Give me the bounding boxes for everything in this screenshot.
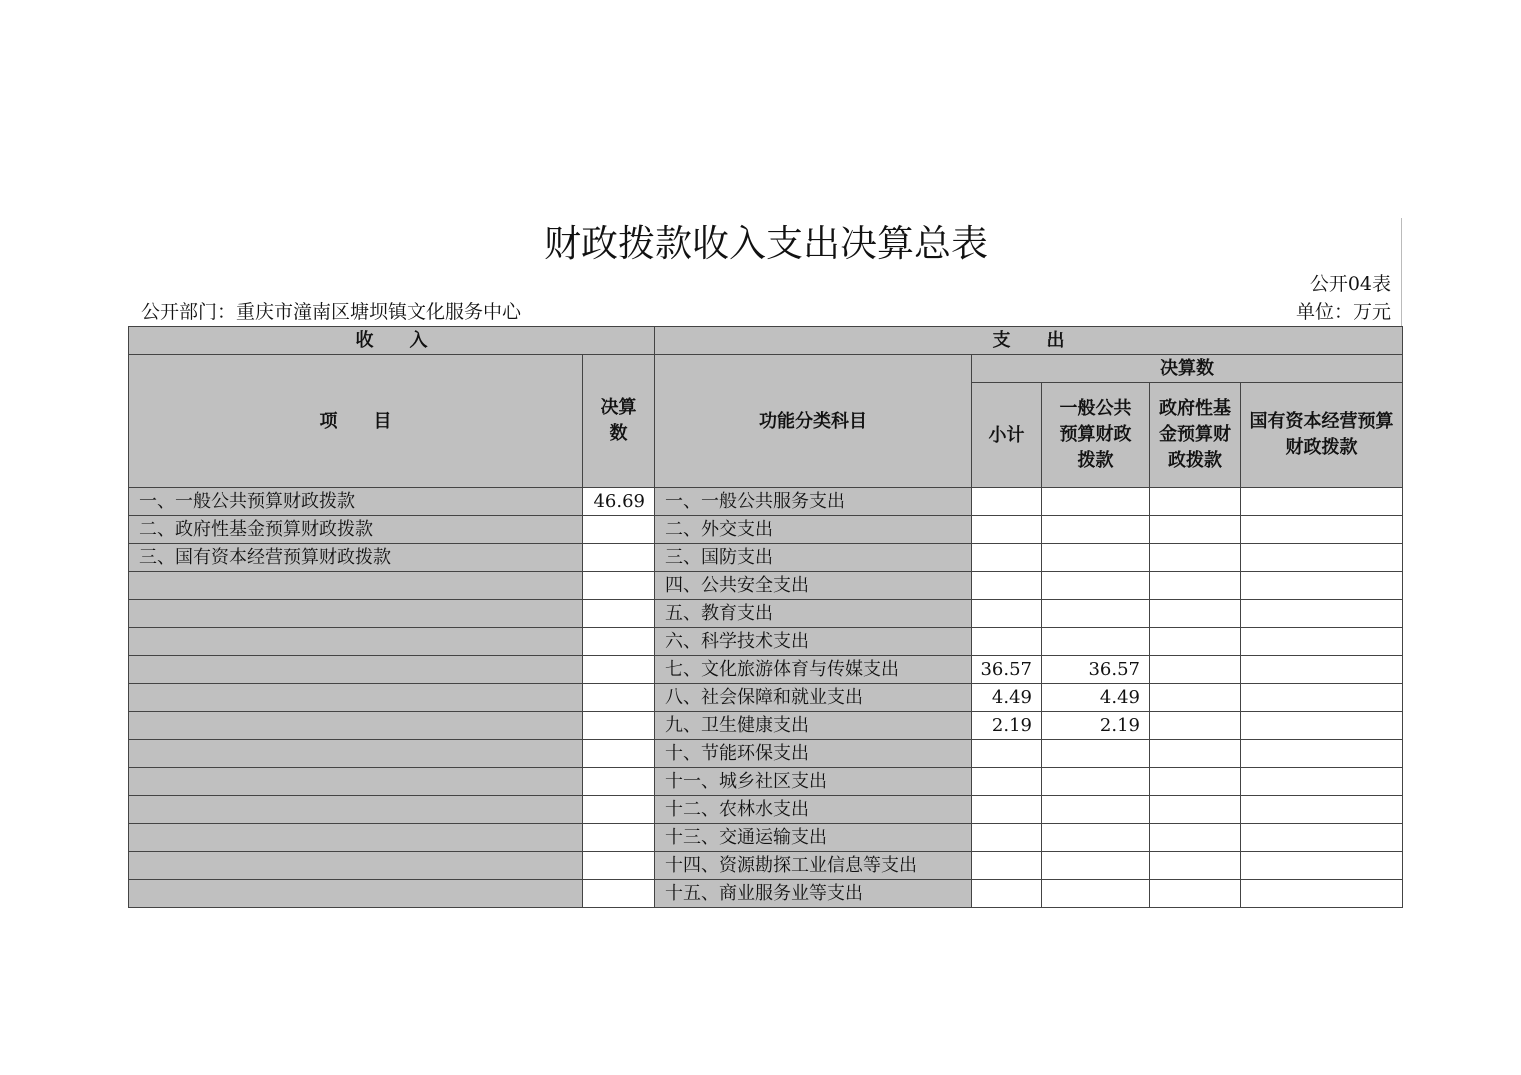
subtotal-cell: 2.19 [972,712,1042,740]
income-amount-cell [583,544,655,572]
general-budget-cell [1042,544,1150,572]
category-cell: 十一、城乡社区支出 [655,768,972,796]
subtotal-cell [972,600,1042,628]
income-item-cell [129,712,583,740]
subtotal-cell [972,628,1042,656]
category-cell: 八、社会保障和就业支出 [655,684,972,712]
subtotal-cell [972,824,1042,852]
state-capital-cell [1241,740,1403,768]
income-item-cell [129,600,583,628]
fund-budget-cell [1150,740,1241,768]
table-row [129,544,1403,572]
general-budget-header [1042,383,1150,488]
state-capital-cell [1241,852,1403,880]
item-header: 项 目 [129,355,583,488]
income-amount-cell [583,600,655,628]
income-amount-cell [583,656,655,684]
income-item-cell [129,628,583,656]
table-row [129,768,1403,796]
state-capital-cell [1241,684,1403,712]
general-budget-cell [1042,628,1150,656]
subtotal-cell [972,572,1042,600]
fund-budget-cell [1150,684,1241,712]
income-item-cell [129,572,583,600]
subtotal-cell [972,516,1042,544]
table-row [129,488,1403,516]
subtotal-cell [972,796,1042,824]
table-row [129,516,1403,544]
income-item-cell [129,852,583,880]
income-amount-cell [583,880,655,908]
state-capital-cell [1241,824,1403,852]
fund-budget-cell [1150,628,1241,656]
category-cell: 十、节能环保支出 [655,740,972,768]
income-amount-cell [583,796,655,824]
fund-budget-cell [1150,852,1241,880]
general-budget-cell [1042,852,1150,880]
category-header: 功能分类科目 [655,355,972,488]
table-row [129,656,1403,684]
income-item-cell [129,796,583,824]
subtotal-cell [972,880,1042,908]
state-capital-cell [1241,712,1403,740]
general-budget-cell [1042,740,1150,768]
fund-budget-cell [1150,768,1241,796]
fund-budget-cell [1150,656,1241,684]
subtotal-cell: 36.57 [972,656,1042,684]
general-budget-cell [1042,880,1150,908]
general-budget-header-text: 一般公共预算财政拨款 [1059,398,1132,471]
budget-table [128,326,1403,908]
state-capital-cell [1241,572,1403,600]
subtotal-cell [972,768,1042,796]
subtotal-header: 小计 [972,383,1042,488]
amount-group-header: 决算数 [972,355,1403,383]
subtotal-cell: 4.49 [972,684,1042,712]
page-title: 财政拨款收入支出决算总表 [544,222,988,265]
state-capital-header [1241,383,1403,488]
table-row [129,824,1403,852]
fund-budget-cell [1150,572,1241,600]
category-cell: 十四、资源勘探工业信息等支出 [655,852,972,880]
category-cell: 十三、交通运输支出 [655,824,972,852]
category-cell: 三、国防支出 [655,544,972,572]
general-budget-cell [1042,600,1150,628]
department-label: 公开部门：重庆市潼南区塘坝镇文化服务中心 [141,301,522,323]
table-row [129,796,1403,824]
fund-budget-cell [1150,488,1241,516]
state-capital-cell [1241,516,1403,544]
state-capital-cell [1241,656,1403,684]
category-cell: 一、一般公共服务支出 [655,488,972,516]
category-cell: 十二、农林水支出 [655,796,972,824]
income-amount-cell [583,824,655,852]
amount-header-text: 决算数 [600,397,637,444]
income-amount-cell [583,740,655,768]
state-capital-cell [1241,628,1403,656]
income-header: 收 入 [129,327,655,355]
table-row [129,880,1403,908]
category-cell: 四、公共安全支出 [655,572,972,600]
income-item-cell: 二、政府性基金预算财政拨款 [129,516,583,544]
income-item-cell: 三、国有资本经营预算财政拨款 [129,544,583,572]
income-item-cell [129,880,583,908]
income-item-cell [129,824,583,852]
fund-budget-cell [1150,516,1241,544]
income-amount-cell: 46.69 [583,488,655,516]
form-number: 公开04表 [1309,273,1391,295]
unit-label: 单位：万元 [1295,301,1391,323]
general-budget-cell: 4.49 [1042,684,1150,712]
fund-budget-cell [1150,712,1241,740]
category-cell: 九、卫生健康支出 [655,712,972,740]
income-amount-cell [583,712,655,740]
fund-budget-cell [1150,600,1241,628]
income-item-cell [129,740,583,768]
table-row [129,572,1403,600]
state-capital-cell [1241,880,1403,908]
income-amount-cell [583,768,655,796]
general-budget-cell: 2.19 [1042,712,1150,740]
general-budget-cell [1042,796,1150,824]
fund-budget-header-text: 政府性基金预算财政拨款 [1159,398,1231,471]
general-budget-cell [1042,516,1150,544]
category-cell: 二、外交支出 [655,516,972,544]
income-amount-cell [583,852,655,880]
state-capital-cell [1241,796,1403,824]
general-budget-cell [1042,572,1150,600]
income-item-cell [129,768,583,796]
income-amount-cell [583,628,655,656]
fund-budget-header [1150,383,1241,488]
fund-budget-cell [1150,796,1241,824]
general-budget-cell: 36.57 [1042,656,1150,684]
state-capital-cell [1241,600,1403,628]
income-amount-cell [583,572,655,600]
income-item-cell [129,656,583,684]
fund-budget-cell [1150,544,1241,572]
table-row [129,600,1403,628]
category-cell: 五、教育支出 [655,600,972,628]
subtotal-cell [972,488,1042,516]
general-budget-cell [1042,824,1150,852]
table-row [129,740,1403,768]
general-budget-cell [1042,488,1150,516]
state-capital-cell [1241,768,1403,796]
expense-header: 支 出 [655,327,1403,355]
amount-header [583,355,655,488]
state-capital-cell [1241,544,1403,572]
category-cell: 六、科学技术支出 [655,628,972,656]
table-row [129,712,1403,740]
table-row [129,684,1403,712]
fund-budget-cell [1150,880,1241,908]
general-budget-cell [1042,768,1150,796]
category-cell: 十五、商业服务业等支出 [655,880,972,908]
category-cell: 七、文化旅游体育与传媒支出 [655,656,972,684]
fund-budget-cell [1150,824,1241,852]
table-row [129,852,1403,880]
income-item-cell [129,684,583,712]
income-amount-cell [583,516,655,544]
state-capital-cell [1241,488,1403,516]
state-capital-header-text: 国有资本经营预算财政拨款 [1249,411,1394,458]
subtotal-cell [972,852,1042,880]
table-row [129,628,1403,656]
income-amount-cell [583,684,655,712]
income-item-cell: 一、一般公共预算财政拨款 [129,488,583,516]
subtotal-cell [972,544,1042,572]
subtotal-cell [972,740,1042,768]
